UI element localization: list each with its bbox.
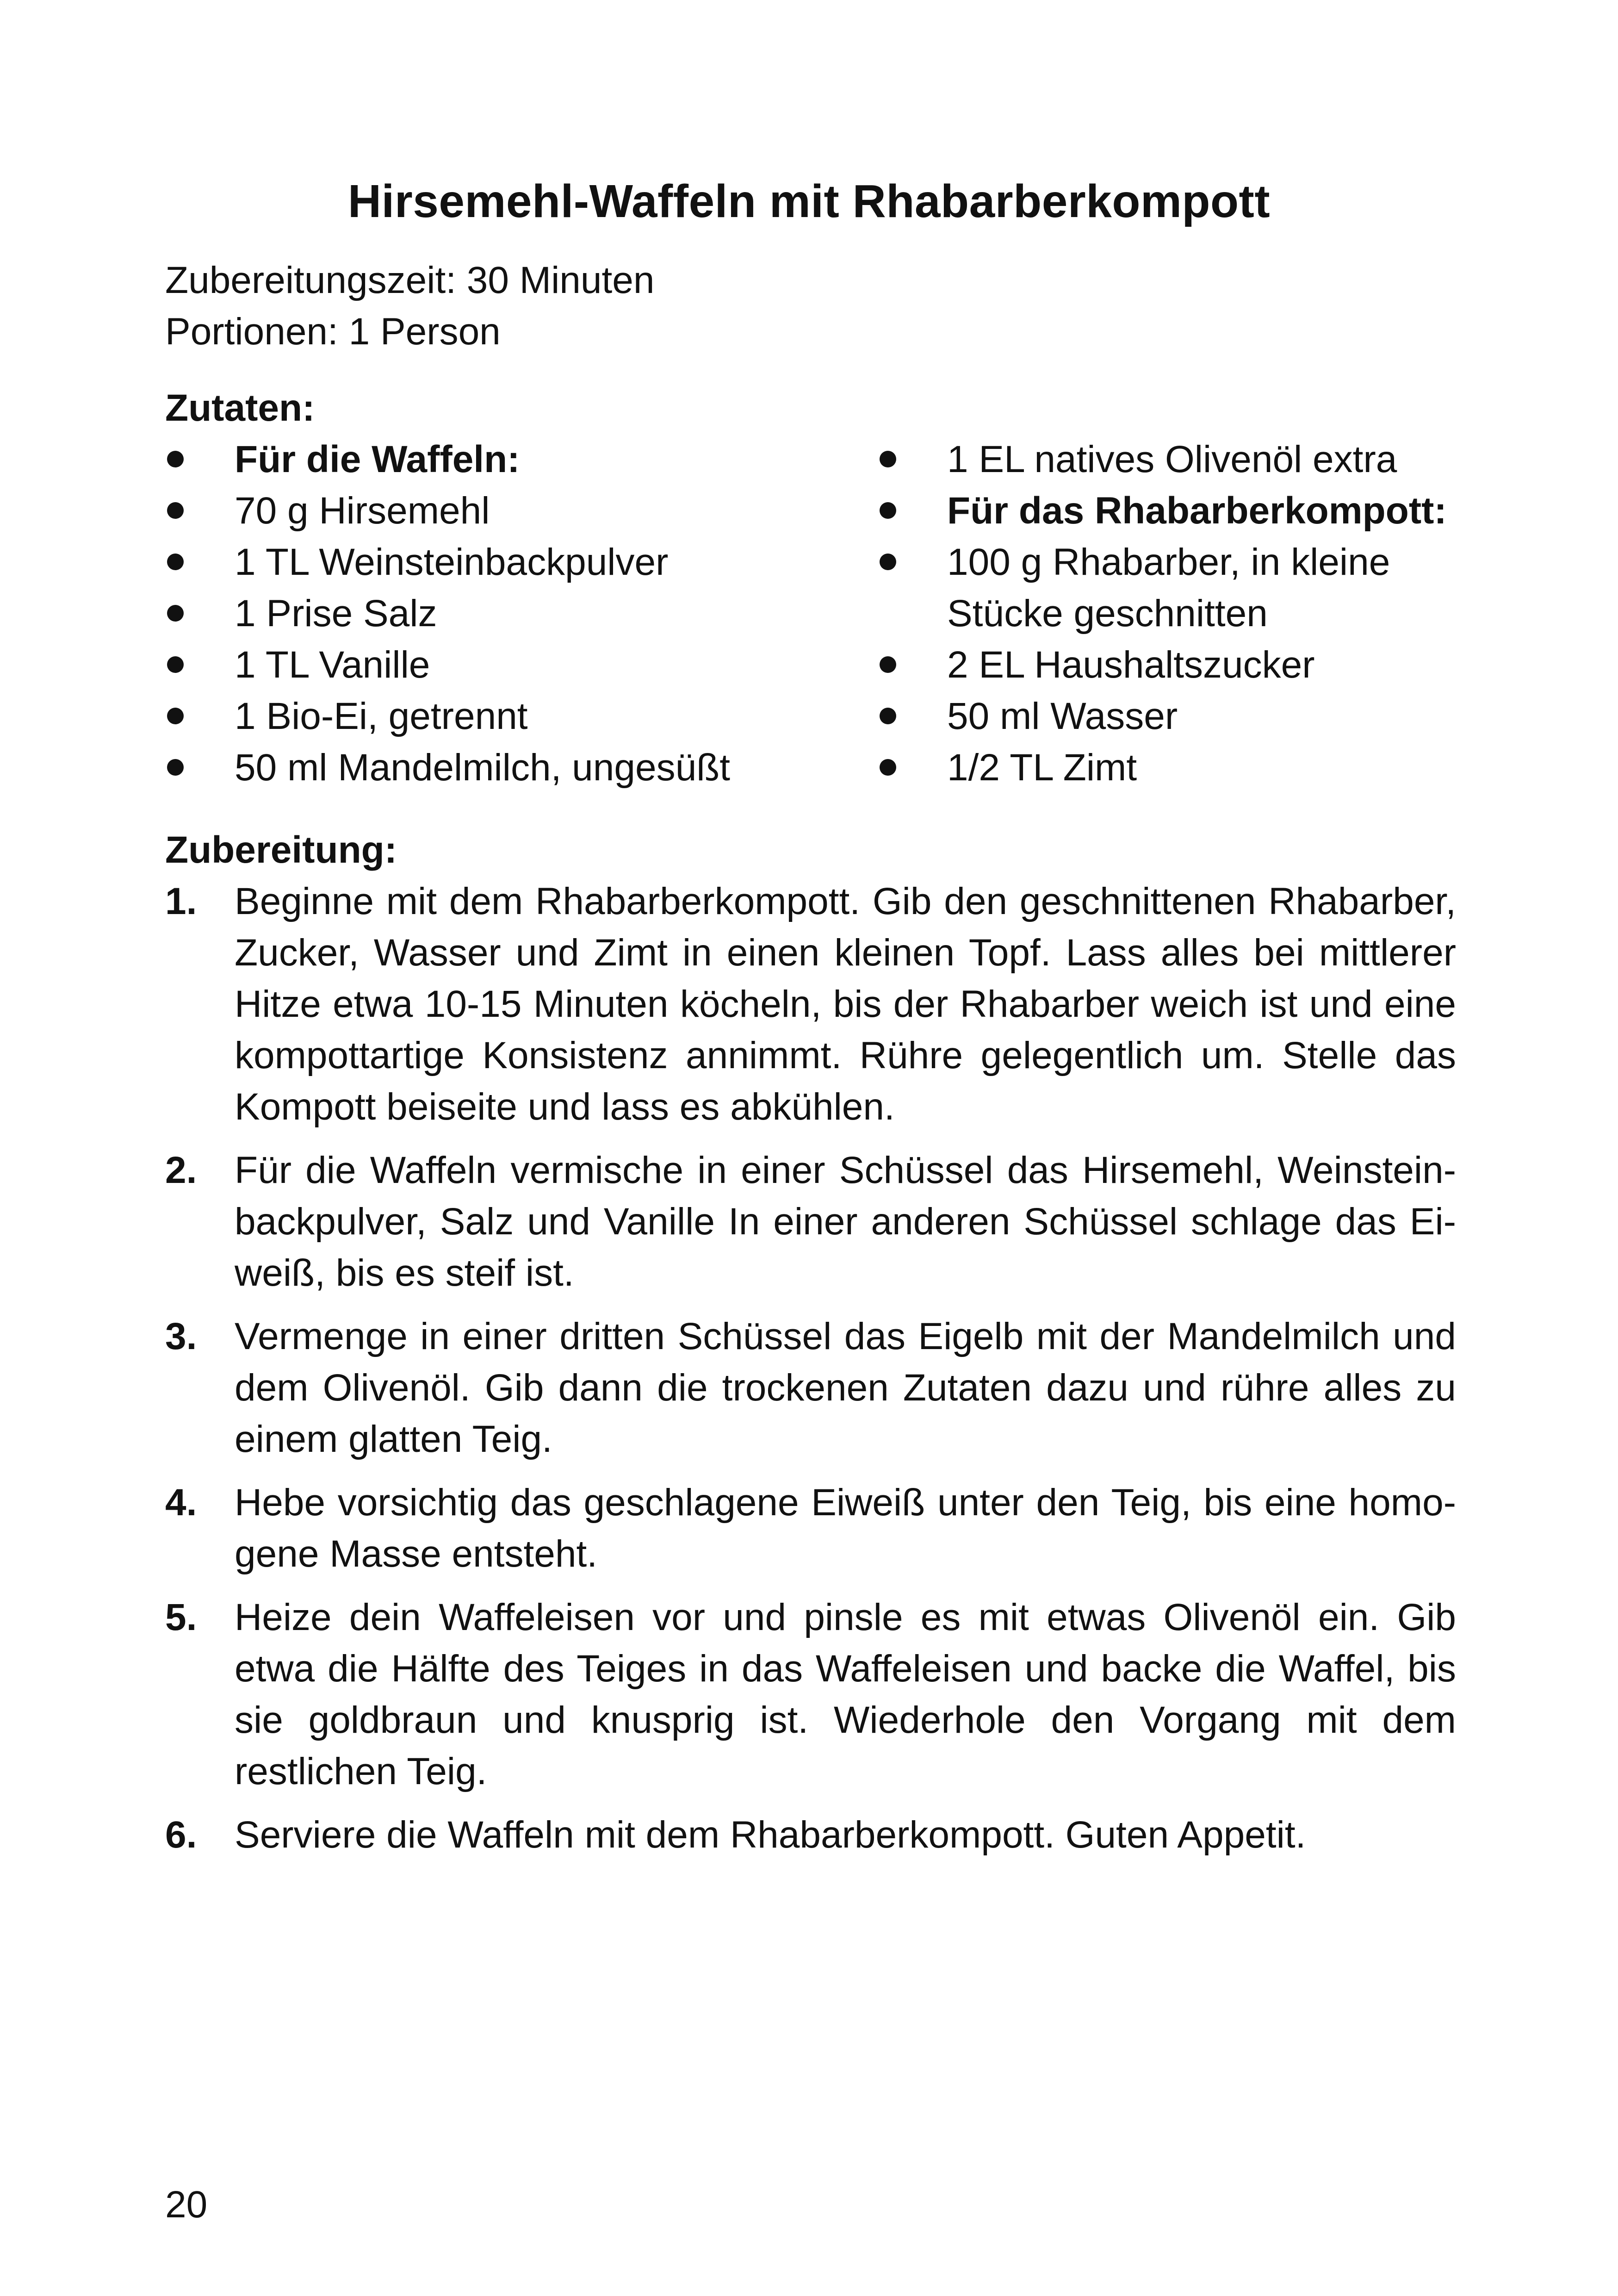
ingredient-item xyxy=(165,485,859,536)
step-text: Vermenge in einer dritten Schüssel das Eigelb mit der Mandelmilch und dem Olivenöl. Gib dann die trockenen Zutaten dazu und rühre alles zu einem glatten Teig. xyxy=(235,1315,1456,1460)
ingredient-text: Für das Rhabarberkompott: xyxy=(947,490,1447,532)
steps-list xyxy=(165,876,1456,1860)
bullet-icon xyxy=(167,656,184,673)
ingredient-item xyxy=(878,691,1456,742)
portions: Portionen: 1 Person xyxy=(165,311,501,353)
ingredients-right-column xyxy=(878,434,1456,793)
preparation-heading: Zubereitung: xyxy=(165,829,397,871)
step-number: 1. xyxy=(165,880,197,922)
ingredient-text: 2 EL Haushaltszucker xyxy=(947,644,1315,686)
bullet-icon xyxy=(880,554,896,570)
step-item xyxy=(165,1311,1456,1465)
step-number: 4. xyxy=(165,1481,197,1524)
ingredient-item xyxy=(165,588,859,639)
ingredients-list-left xyxy=(165,434,859,793)
bullet-icon xyxy=(880,656,896,673)
ingredient-text: 1 Prise Salz xyxy=(235,592,437,635)
ingredient-text: 1 TL Vanille xyxy=(235,644,430,686)
ingredients-list-right xyxy=(878,434,1456,793)
ingredient-text: 1 EL natives Olivenöl extra xyxy=(947,438,1397,480)
step-number: 6. xyxy=(165,1814,197,1856)
ingredient-item xyxy=(165,536,859,588)
step-number: 2. xyxy=(165,1149,197,1191)
ingredient-text: 70 g Hirsemehl xyxy=(235,490,490,532)
bullet-icon xyxy=(167,502,184,519)
ingredient-text: 100 g Rhabarber, in kleine Stücke geschnitten xyxy=(947,541,1390,635)
step-item xyxy=(165,1592,1456,1797)
recipe-meta xyxy=(165,255,655,357)
bullet-icon xyxy=(880,451,896,467)
ingredient-item xyxy=(878,536,1456,639)
step-text: Heize dein Waffeleisen vor und pinsle es mit etwas Olivenöl ein. Gib etwa die Hälfte des Teiges in das Waffeleisen und backe die Waffel, bis sie goldbraun und knusprig ist. Wiederhole den Vorgang mit dem restlichen Teig. xyxy=(235,1596,1456,1792)
ingredient-item xyxy=(878,639,1456,691)
step-item xyxy=(165,876,1456,1132)
ingredient-item xyxy=(165,434,859,485)
ingredients-left-column xyxy=(165,434,859,793)
ingredient-item xyxy=(878,485,1456,536)
bullet-icon xyxy=(880,708,896,724)
prep-time: Zubereitungszeit: 30 Minuten xyxy=(165,259,655,301)
ingredient-item xyxy=(165,742,859,793)
page-title: Hirsemehl-Waffeln mit Rhabarberkompott xyxy=(347,175,1271,227)
ingredient-item xyxy=(878,742,1456,793)
bullet-icon xyxy=(167,451,184,467)
page-number: 20 xyxy=(165,2184,208,2226)
step-number: 5. xyxy=(165,1596,197,1638)
ingredient-text: 1 TL Weinsteinbackpulver xyxy=(235,541,669,583)
ingredient-text: 1/2 TL Zimt xyxy=(947,747,1137,789)
ingredient-item xyxy=(165,639,859,691)
preparation-steps xyxy=(165,876,1456,1873)
step-item xyxy=(165,1809,1456,1860)
bullet-icon xyxy=(880,759,896,776)
ingredient-text: 50 ml Mandelmilch, ungesüßt xyxy=(235,747,731,789)
step-text: Für die Waffeln vermische in einer Schüssel das Hirsemehl, Weinsteinbackpulver, Salz und Vanille In einer anderen Schüssel schlage das Eiweiß, bis es steif ist. xyxy=(235,1149,1456,1294)
ingredient-item xyxy=(165,691,859,742)
ingredient-text: Für die Waffeln: xyxy=(235,438,520,480)
ingredient-item xyxy=(878,434,1456,485)
step-text: Serviere die Waffeln mit dem Rhabarberkompott. Guten Appetit. xyxy=(235,1814,1306,1856)
step-item xyxy=(165,1477,1456,1580)
step-item xyxy=(165,1145,1456,1299)
bullet-icon xyxy=(167,708,184,724)
bullet-icon xyxy=(167,554,184,570)
step-text: Beginne mit dem Rhabarberkompott. Gib den geschnittenen Rhabarber, Zucker, Wasser und Zimt in einen kleinen Topf. Lass alles bei mittlerer Hitze etwa 10-15 Minuten köcheln, bis der Rhabarber weich ist und eine kompottartige Konsistenz annimmt. Rühre gelegentlich um. Stelle das Kompott beiseite und lass es abkühlen. xyxy=(235,880,1456,1128)
ingredient-text: 1 Bio-Ei, getrennt xyxy=(235,695,528,737)
bullet-icon xyxy=(167,605,184,622)
ingredient-text: 50 ml Wasser xyxy=(947,695,1178,737)
bullet-icon xyxy=(167,759,184,776)
ingredients-heading: Zutaten: xyxy=(165,387,315,429)
step-number: 3. xyxy=(165,1315,197,1357)
bullet-icon xyxy=(880,502,896,519)
step-text: Hebe vorsichtig das geschlagene Eiweiß unter den Teig, bis eine homogene Masse entsteht. xyxy=(235,1481,1456,1575)
